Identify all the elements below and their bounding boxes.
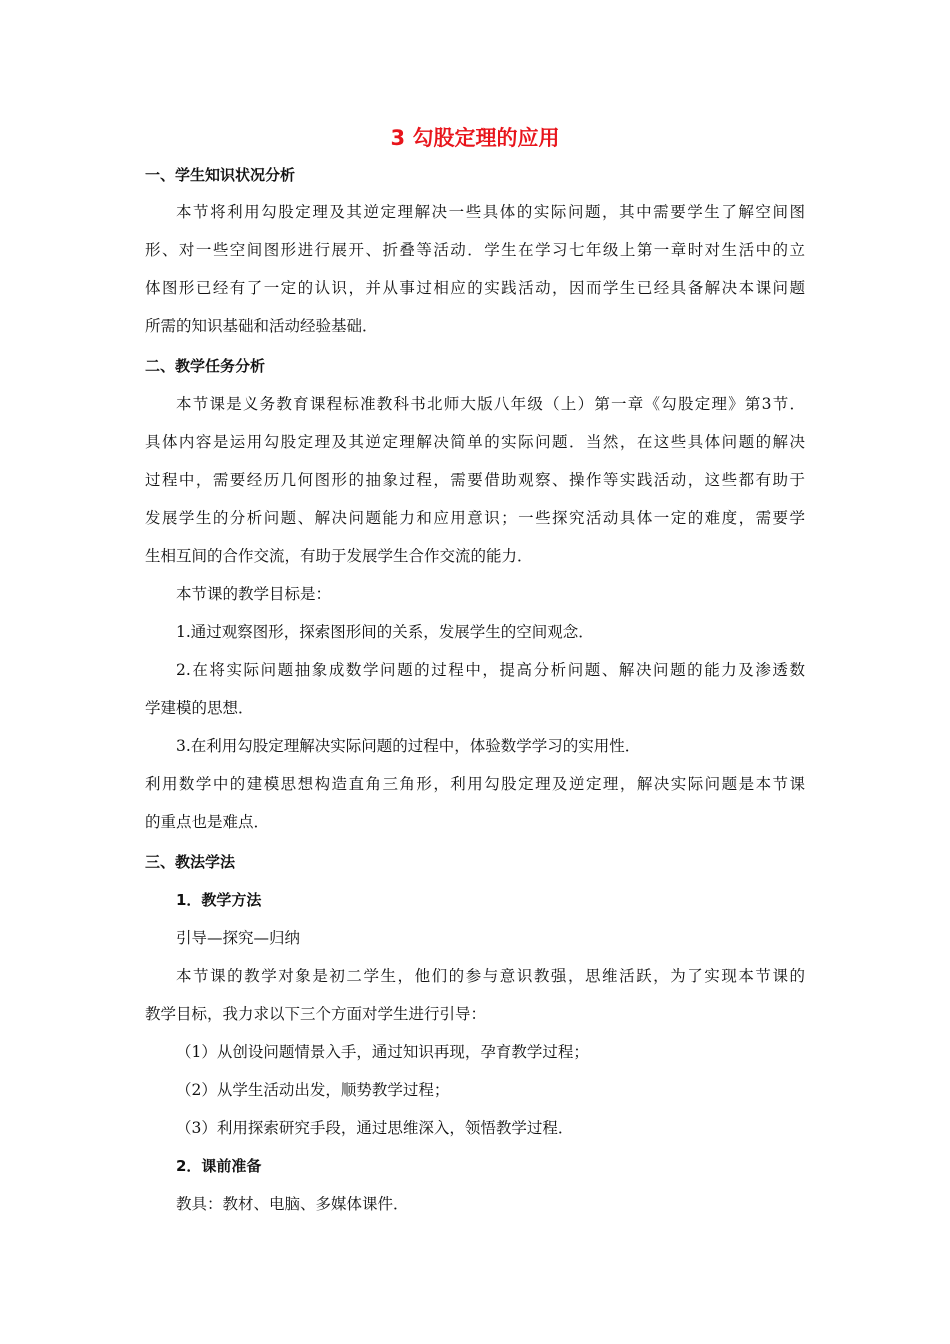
paragraph-line: 具体内容是运用勾股定理及其逆定理解决简单的实际问题．当然，在这些具体问题的解决: [145, 433, 805, 451]
paragraph-line: 本节课的教学对象是初二学生，他们的参与意识教强，思维活跃，为了实现本节课的: [176, 967, 805, 985]
paragraph-line: 教学目标，我力求以下三个方面对学生进行引导：: [145, 1005, 487, 1023]
focus-line-cont: 的重点也是难点．: [145, 813, 270, 831]
paragraph-line: 本节课是义务教育课程标准教科书北师大版八年级（上）第一章《勾股定理》第3节．: [176, 395, 805, 413]
subheading-teaching-method: 1．教学方法: [176, 891, 262, 909]
method-text: 引导—探究—归纳: [176, 929, 301, 947]
list-item: （3）利用探索研究手段，通过思维深入，领悟教学过程．: [176, 1119, 574, 1137]
goal-item-2: 2.在将实际问题抽象成数学问题的过程中，提高分析问题、解决问题的能力及渗透数: [176, 661, 805, 679]
preparation-text: 教具：教材、电脑、多媒体课件．: [176, 1195, 409, 1213]
goal-item-1: 1.通过观察图形，探索图形间的关系，发展学生的空间观念．: [176, 623, 594, 641]
paragraph-line: 过程中，需要经历几何图形的抽象过程，需要借助观察、操作等实践活动，这些都有助于: [145, 471, 805, 489]
section-heading-3: 三、教法学法: [145, 853, 236, 871]
goal-item-2-cont: 学建模的思想．: [145, 699, 254, 717]
paragraph-line: 所需的知识基础和活动经验基础．: [145, 317, 378, 335]
page-title: 3 勾股定理的应用: [390, 126, 560, 150]
goals-intro: 本节课的教学目标是：: [176, 585, 332, 603]
goal-item-3: 3.在利用勾股定理解决实际问题的过程中，体验数学学习的实用性．: [176, 737, 641, 755]
paragraph-line: 生相互间的合作交流，有助于发展学生合作交流的能力．: [145, 547, 533, 565]
list-item: （1）从创设问题情景入手，通过知识再现，孕育教学过程；: [176, 1043, 589, 1061]
list-item: （2）从学生活动出发，顺势教学过程；: [176, 1081, 450, 1099]
focus-line: 利用数学中的建模思想构造直角三角形，利用勾股定理及逆定理，解决实际问题是本节课: [145, 775, 805, 793]
paragraph-line: 发展学生的分析问题、解决问题能力和应用意识；一些探究活动具体一定的难度，需要学: [145, 509, 805, 527]
paragraph-line: 形、对一些空间图形进行展开、折叠等活动．学生在学习七年级上第一章时对生活中的立: [145, 241, 805, 259]
section-heading-1: 一、学生知识状况分析: [145, 166, 296, 184]
subheading-preparation: 2．课前准备: [176, 1157, 262, 1175]
section-heading-2: 二、教学任务分析: [145, 357, 266, 375]
paragraph-line: 本节将利用勾股定理及其逆定理解决一些具体的实际问题，其中需要学生了解空间图: [176, 203, 805, 221]
paragraph-line: 体图形已经有了一定的认识，并从事过相应的实践活动，因而学生已经具备解决本课问题: [145, 279, 805, 297]
